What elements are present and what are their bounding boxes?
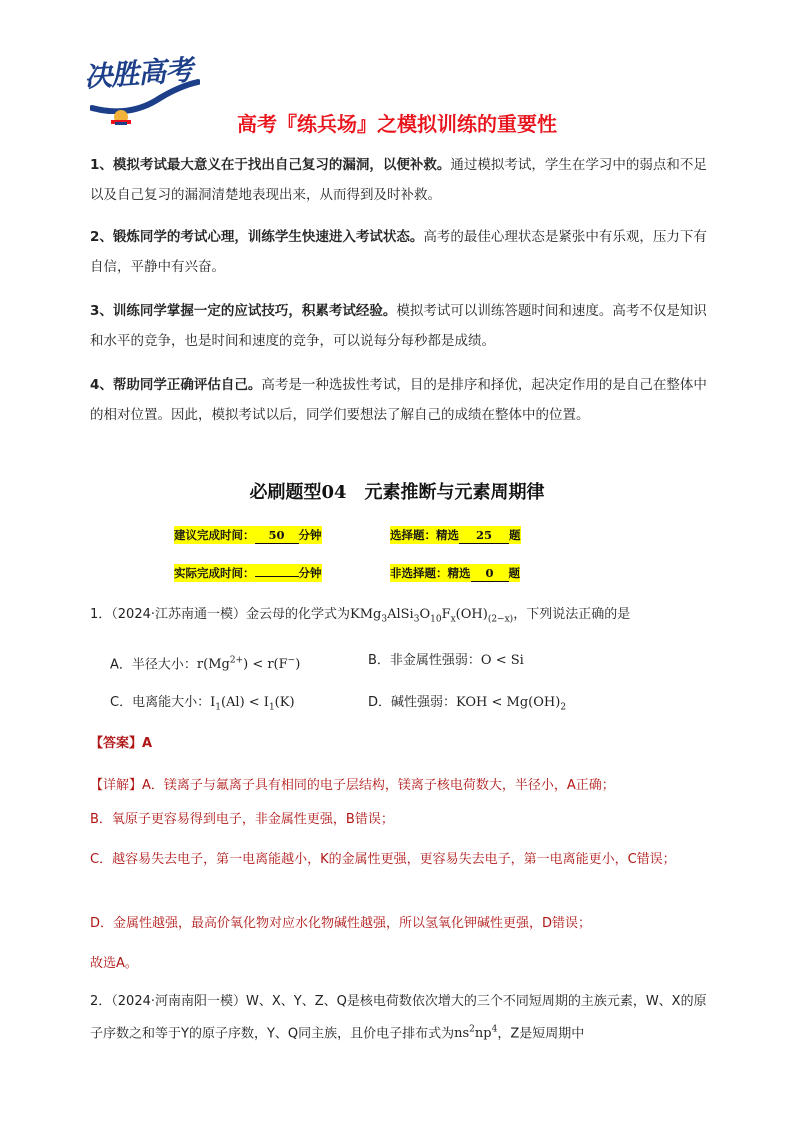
q1-explain-line: C．越容易失去电子，第一电离能越小，K的金属性更强，更容易失去电子，第一电离能更小，C错误；: [90, 852, 676, 867]
q1-explain-line: 【详解】A．镁离子与氟离子具有相同的电子层结构，镁离子核电荷数大，半径小，A正确；: [90, 778, 615, 793]
q1-option-b[interactable]: B．非金属性强弱：O < Si: [368, 653, 524, 668]
actual-time: 实际完成时间： 分钟: [174, 566, 322, 580]
section-title: 必刷题型04 元素推断与元素周期律: [249, 482, 545, 503]
intro-title: 高考『练兵场』之模拟训练的重要性: [237, 112, 557, 136]
logo-text: 决胜高考: [83, 53, 194, 94]
q1-explain-line: B．氧原子更容易得到电子，非金属性更强，B错误；: [90, 812, 394, 827]
q1-option-a[interactable]: A．半径大小：$r(Mg^{2+}) < r(F^-)$: [110, 656, 301, 673]
q1-option-d[interactable]: D．碱性强弱：KOH < $Mg(OH)_2$: [368, 695, 567, 713]
nonchoice-count: 非选择题：精选 0 题: [390, 566, 520, 580]
q1-stem: 1．（2024·江苏南通一模）金云母的化学式为$KMg_3AlSi_3O_{10}F_x(OH)_{(2-x)}$，下列说法正确的是: [90, 607, 631, 625]
q1-explain-line: 故选A。: [90, 956, 138, 971]
intro-point-1: 1、模拟考试最大意义在于找出自己复习的漏洞，以便补救。通过模拟考试，学生在学习中的弱点和不足以及自己复习的漏洞清楚地表现出来，从而得到及时补救。: [90, 157, 707, 203]
actual-time-blank: [255, 576, 299, 577]
suggest-time: 建议完成时间： 50 分钟: [174, 528, 322, 542]
intro-point-4: 4、帮助同学正确评估自己。高考是一种选拔性考试，目的是排序和择优，起决定作用的是自己在整体中的相对位置。因此，模拟考试以后，同学们要想法了解自己的成绩在整体中的位置。: [90, 377, 707, 423]
q1-answer: 【答案】A: [90, 736, 153, 751]
q1-option-c[interactable]: C．电离能大小：$I_1(Al) < I_1(K)$: [110, 695, 295, 713]
intro-point-2: 2、锻炼同学的考试心理，训练学生快速进入考试状态。高考的最佳心理状态是紧张中有乐观，压力下有自信，平静中有兴奋。: [90, 229, 707, 275]
intro-point-3: 3、训练同学掌握一定的应试技巧，积累考试经验。模拟考试可以训练答题时间和速度。高考不仅是知识和水平的竞争，也是时间和速度的竞争，可以说每分每秒都是成绩。: [90, 303, 707, 349]
q2-stem: 2．（2024·河南南阳一模）W、X、Y、Z、Q是核电荷数依次增大的三个不同短周期的主族元素，W、X的原子序数之和等于Y的原子序数，Y、Q同主族，且价电子排布式为$ns^2np^4$，Z是短周期中: [90, 994, 707, 1042]
choice-count: 选择题：精选 25 题: [390, 528, 521, 542]
q1-explain-line: D．金属性越强，最高价氧化物对应水化物碱性越强，所以氢氧化钾碱性更强，D错误；: [90, 916, 592, 931]
